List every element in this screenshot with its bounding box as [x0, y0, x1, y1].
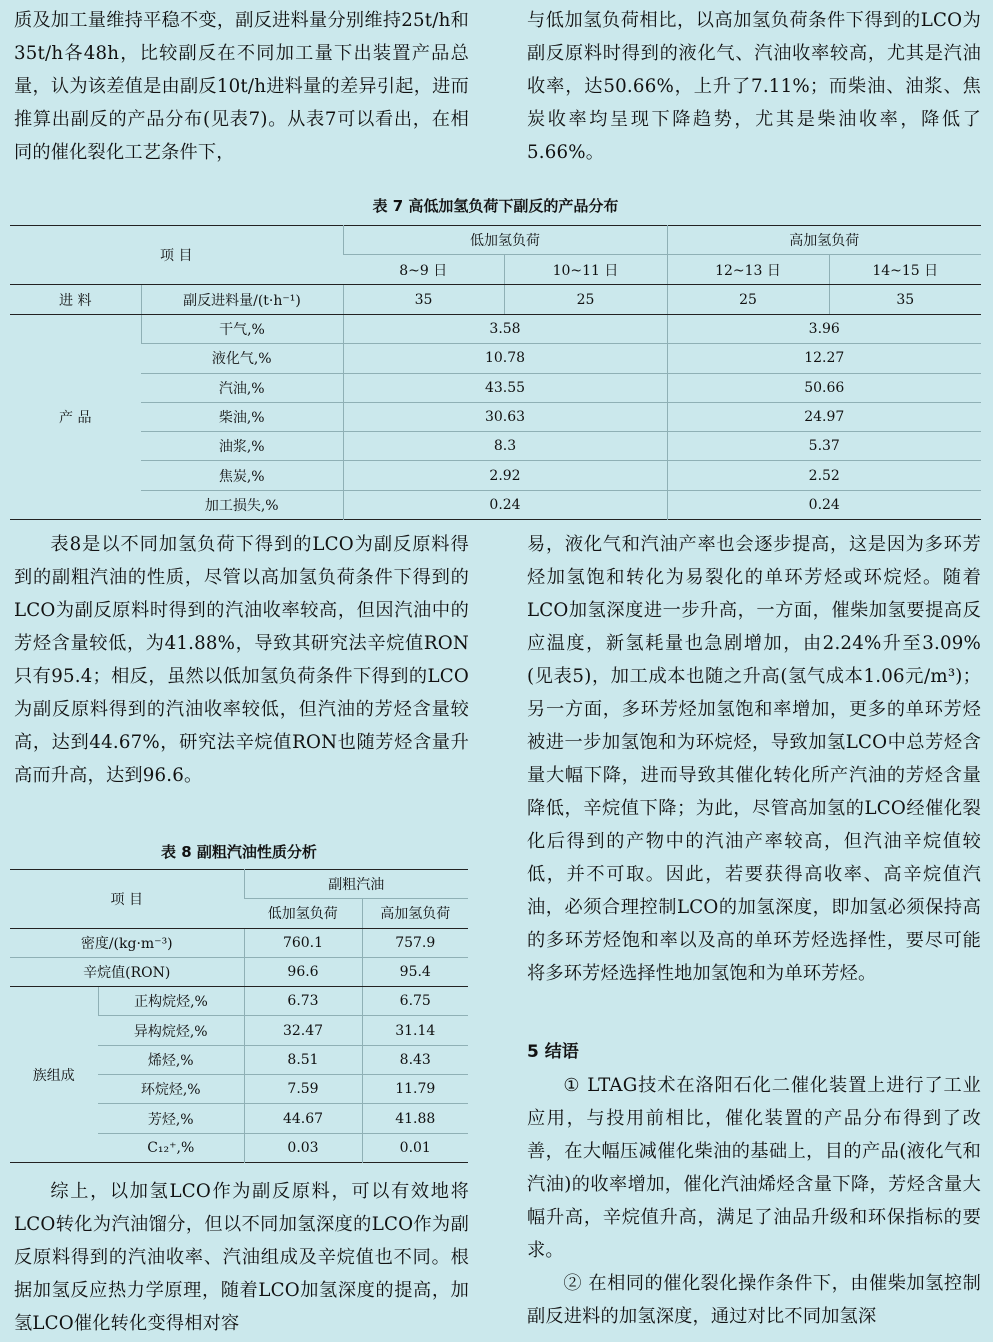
table8-cell-high: 8.43	[362, 1045, 468, 1074]
table7-cell-high: 3.96	[667, 315, 981, 344]
table7-cell-high: 5.37	[667, 432, 981, 461]
table7-group-low: 低加氢负荷	[343, 226, 667, 255]
table7-caption: 表 7 高低加氢负荷下副反的产品分布	[372, 197, 619, 215]
conclusion-2: ② 在相同的催化裂化操作条件下，由催柴加氢控制副反进料的加氢深度，通过对比不同加氢深	[527, 1273, 981, 1327]
table8-cell-low: 8.51	[244, 1045, 362, 1074]
table7-feed-value: 35	[343, 285, 504, 315]
table7-product-label: 产 品	[59, 410, 92, 427]
table8-row-label: 正构烷烃,%	[98, 987, 244, 1016]
table8-ron-high: 95.4	[362, 957, 468, 986]
table7-cell-high: 12.27	[667, 344, 981, 373]
table8-row-label: 芳烃,%	[98, 1104, 244, 1133]
table7-cell-low: 3.58	[343, 315, 667, 344]
table7-feed-sub: 副反进料量/(t·h⁻¹)	[141, 285, 343, 315]
conclusion-text	[527, 1069, 981, 1333]
table8-cell-low: 44.67	[244, 1104, 362, 1133]
table7-row-label: 油浆,%	[141, 432, 343, 461]
table7-cell-low: 43.55	[343, 373, 667, 402]
table8-cell-high: 11.79	[362, 1075, 468, 1104]
table7-feed-value: 35	[829, 285, 981, 315]
table7-cell-high: 50.66	[667, 373, 981, 402]
table8-ron-label: 辛烷值(RON)	[10, 957, 244, 986]
table8-cell-low: 0.03	[244, 1133, 362, 1162]
table7	[10, 225, 981, 520]
right-top-text: 与低加氢负荷相比，以高加氢负荷条件下得到的LCO为副反原料时得到的液化气、汽油收率较高，尤其是汽油收率，达50.66%，上升了7.11%；而柴油、油浆、焦炭收率均呈现下降趋势，尤其是柴油收率，降低了5.66%。	[527, 10, 981, 163]
table8-cell-low: 32.47	[244, 1016, 362, 1045]
table7-period: 14~15 日	[829, 255, 981, 285]
table7-group-high: 高加氢负荷	[667, 226, 981, 255]
table8-density-low: 760.1	[244, 928, 362, 957]
table8-group-label: 族组成	[32, 1067, 75, 1084]
table7-cell-low: 2.92	[343, 461, 667, 490]
table7-feed-value: 25	[667, 285, 829, 315]
table8-cell-high: 31.14	[362, 1016, 468, 1045]
table7-row-label: 加工损失,%	[141, 490, 343, 519]
table7-period: 8~9 日	[343, 255, 504, 285]
table7-period: 10~11 日	[504, 255, 667, 285]
table7-row-label: 液化气,%	[141, 344, 343, 373]
table8-cell-high: 41.88	[362, 1104, 468, 1133]
left-bottom-text: 综上，以加氢LCO作为副反原料，可以有效地将LCO转化为汽油馏分，但以不同加氢深度的LCO作为副反原料得到的汽油收率、汽油组成及辛烷值也不同。根据加氢反应热力学原理，随着LCO加氢深度的提高，加氢LCO催化转化变得相对容	[14, 1181, 469, 1334]
table7-feed-value: 25	[504, 285, 667, 315]
table8-cell-low: 7.59	[244, 1075, 362, 1104]
table7-cell-low: 30.63	[343, 402, 667, 431]
table8-row-label: 烯烃,%	[98, 1045, 244, 1074]
table8-density-label: 密度/(kg·m⁻³)	[10, 928, 244, 957]
table8	[10, 869, 468, 1163]
left-top-text: 质及加工量维持平稳不变，副反进料量分别维持25t/h和35t/h各48h，比较副反在不同加工量下出装置产品总量，认为该差值是由副反10t/h进料量的差异引起，进而推算出副反的产品分布(见表7)。从表7可以看出，在相同的催化裂化工艺条件下，	[14, 10, 469, 163]
table7-cell-high: 24.97	[667, 402, 981, 431]
table7-cell-high: 0.24	[667, 490, 981, 519]
table8-group-header: 副粗汽油	[244, 870, 468, 899]
table7-period: 12~13 日	[667, 255, 829, 285]
table8-density-high: 757.9	[362, 928, 468, 957]
table8-cell-high: 6.75	[362, 987, 468, 1016]
right-mid-text: 易，液化气和汽油产率也会逐步提高，这是因为多环芳烃加氢饱和转化为易裂化的单环芳烃或环烷烃。随着LCO加氢深度进一步升高，一方面，催柴加氢要提高反应温度，新氢耗量也急剧增加，由2.24%升至3.09%(见表5)，加工成本也随之升高(氢气成本1.06元/m³)；另一方面，多环芳烃加氢饱和率增加，更多的单环芳烃被进一步加氢饱和为环烷烃，导致加氢LCO中总芳烃含量大幅下降，进而导致其催化转化所产汽油的芳烃含量降低，辛烷值下降；为此，尽管高加氢的LCO经催化裂化后得到的产物中的汽油产率较高，但汽油辛烷值较低，并不可取。因此，若要获得高收率、高辛烷值汽油，必须合理控制LCO的加氢深度，即加氢必须保持高的多环芳烃饱和率以及高的单环芳烃选择性，要尽可能将多环芳烃选择性地加氢饱和为单环芳烃。	[527, 534, 981, 984]
table7-row-label: 柴油,%	[141, 402, 343, 431]
table8-row-label: C₁₂⁺,%	[98, 1133, 244, 1162]
table7-cell-high: 2.52	[667, 461, 981, 490]
table8-row-label: 环烷烃,%	[98, 1075, 244, 1104]
table8-item-header: 项 目	[10, 870, 244, 929]
section-title: 5 结语	[527, 1042, 579, 1062]
table8-col-high: 高加氢负荷	[362, 899, 468, 928]
table7-cell-low: 10.78	[343, 344, 667, 373]
table8-row-label: 异构烷烃,%	[98, 1016, 244, 1045]
table7-row-label: 焦炭,%	[141, 461, 343, 490]
table7-feed-label: 进 料	[10, 285, 141, 315]
conclusion-1: ① LTAG技术在洛阳石化二催化装置上进行了工业应用，与投用前相比，催化装置的产品分布得到了改善，在大幅压减催化柴油的基础上，目的产品(液化气和汽油)的收率增加，催化汽油烯烃含量下降，芳烃含量大幅升高，辛烷值升高，满足了油品升级和环保指标的要求。	[527, 1075, 981, 1261]
table7-item-header: 项 目	[10, 226, 343, 285]
table7-cell-low: 0.24	[343, 490, 667, 519]
table7-row-label: 干气,%	[141, 315, 343, 344]
table8-caption: 表 8 副粗汽油性质分析	[161, 843, 317, 861]
table7-cell-low: 8.3	[343, 432, 667, 461]
left-mid-text: 表8是以不同加氢负荷下得到的LCO为副反原料得到的副粗汽油的性质，尽管以高加氢负荷条件下得到的LCO为副反原料时得到的汽油收率较高，但因汽油中的芳烃含量较低，为41.88%，导致其研究法辛烷值RON只有95.4；相反，虽然以低加氢负荷条件下得到的LCO为副反原料得到的汽油收率较低，但汽油的芳烃含量较高，达到44.67%，研究法辛烷值RON也随芳烃含量升高而升高，达到96.6。	[14, 534, 469, 786]
table8-col-low: 低加氢负荷	[244, 899, 362, 928]
table7-row-label: 汽油,%	[141, 373, 343, 402]
table8-cell-high: 0.01	[362, 1133, 468, 1162]
table8-cell-low: 6.73	[244, 987, 362, 1016]
table8-ron-low: 96.6	[244, 957, 362, 986]
